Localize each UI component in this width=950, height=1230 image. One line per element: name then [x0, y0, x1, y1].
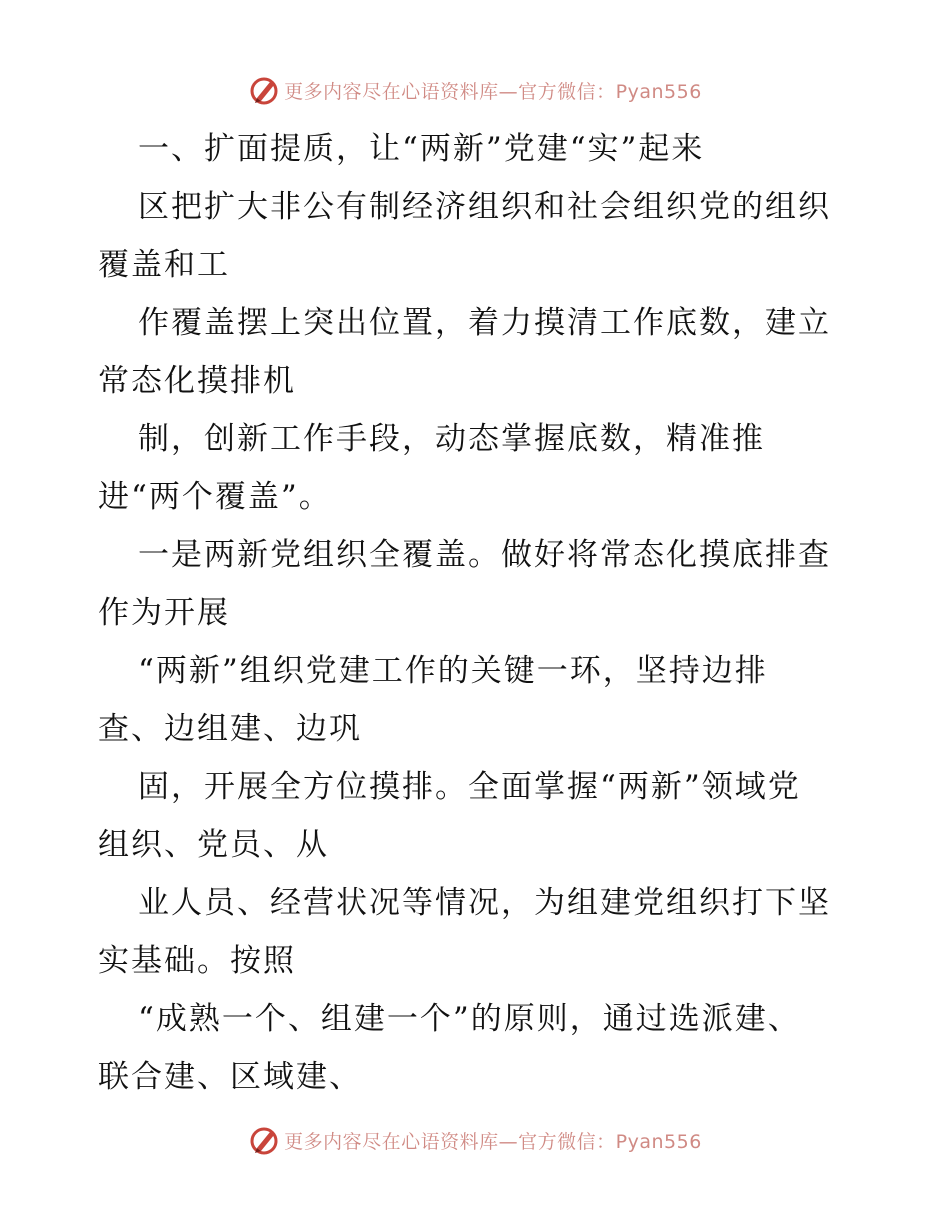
- paragraph-line: 固，开展全方位摸排。全面掌握“两新”领域党: [138, 769, 801, 805]
- paragraph-line: 联合建、区域建、: [98, 1059, 362, 1095]
- paragraph-line: “成熟一个、组建一个”的原则，通过选派建、: [138, 1001, 801, 1037]
- paragraph-line: 查、边组建、边巩: [98, 711, 362, 747]
- paragraph-line: 制，创新工作手段，动态掌握底数，精准推: [138, 421, 765, 457]
- paragraph-line: 作为开展: [98, 595, 230, 631]
- header-watermark: [0, 70, 950, 110]
- paragraph-line: 一是两新党组织全覆盖。做好将常态化摸底排查: [138, 537, 831, 573]
- footer-watermark-text: 更多内容尽在心语资料库—官方微信：Pyan556: [284, 1130, 702, 1153]
- pen-logo-icon: [248, 74, 280, 106]
- paragraph-line: 作覆盖摆上突出位置，着力摸清工作底数，建立: [138, 305, 831, 341]
- paragraph-line: 业人员、经营状况等情况，为组建党组织打下坚: [138, 885, 831, 921]
- section-heading: 一、扩面提质，让“两新”党建“实”起来: [138, 131, 705, 167]
- paragraph-line: 区把扩大非公有制经济组织和社会组织党的组织: [138, 189, 831, 225]
- paragraph-line: 进“两个覆盖”。: [98, 479, 332, 515]
- document-body: [98, 120, 858, 1106]
- paragraph-line: “两新”组织党建工作的关键一环，坚持边排: [138, 653, 768, 689]
- header-watermark-text: 更多内容尽在心语资料库—官方微信：Pyan556: [284, 80, 702, 103]
- paragraph-line: 覆盖和工: [98, 247, 230, 283]
- paragraph-line: 组织、党员、从: [98, 827, 329, 863]
- footer-watermark: [0, 1120, 950, 1160]
- paragraph-line: 常态化摸排机: [98, 363, 296, 399]
- pen-logo-icon: [248, 1124, 280, 1156]
- paragraph-line: 实基础。按照: [98, 943, 296, 979]
